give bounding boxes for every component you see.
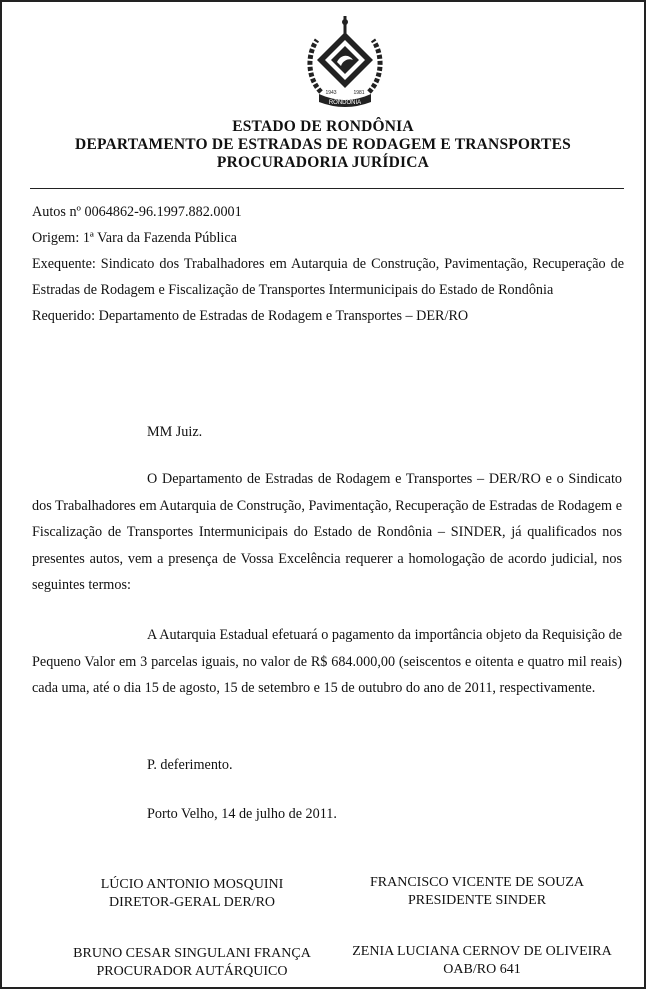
case-number: Autos nº 0064862-96.1997.882.0001 [32, 204, 242, 220]
header-office: PROCURADORIA JURÍDICA [216, 154, 430, 171]
crest-year-left: 1943 [325, 90, 337, 96]
place-date: Porto Velho, 14 de julho de 2011. [147, 806, 337, 822]
crest-banner-text: RONDÔNIA [328, 100, 362, 106]
signature-block [42, 945, 342, 981]
header-state: ESTADO DE RONDÔNIA [232, 118, 414, 135]
signature-block [332, 943, 632, 979]
signatory-role: PRESIDENTE SINDER [407, 893, 547, 908]
case-plaintiff: Exequente: Sindicato dos Trabalhadores em Autarquia de Construção, Pavimentação, Recuperação de Estradas de Rodagem e Fiscalização de Transportes Intermunicipais do Estado de Rondônia [32, 256, 624, 298]
salutation: MM Juiz. [147, 424, 203, 440]
signatory-name: ZENIA LUCIANA CERNOV DE OLIVEIRA [352, 944, 612, 959]
signatory-role: DIRETOR-GERAL DER/RO [108, 895, 276, 910]
case-origin: Origem: 1ª Vara da Fazenda Pública [32, 230, 237, 246]
signatory-name: BRUNO CESAR SINGULANI FRANÇA [73, 946, 311, 961]
paragraph-request: O Departamento de Estradas de Rodagem e Transportes – DER/RO e o Sindicato dos Trabalhadores em Autarquia de Construção, Pavimentação, Recuperação de Estradas de Rodagem e Fiscalização de Transportes Intermunicipais do Estado de Rondônia – SINDER, já qualificados nos presentes autos, vem a presença de Vossa Excelência requerer a homologação de acordo judicial, nos seguintes termos: [32, 471, 622, 593]
signature-block [62, 876, 322, 912]
case-respondent: Requerido: Departamento de Estradas de Rodagem e Transportes – DER/RO [32, 308, 469, 324]
signatory-name: FRANCISCO VICENTE DE SOUZA [369, 875, 585, 890]
signatory-role: OAB/RO 641 [443, 962, 521, 977]
closing: P. deferimento. [147, 757, 233, 773]
state-coat-of-arms-icon [301, 14, 389, 110]
header-divider [30, 188, 624, 189]
case-info [32, 199, 624, 329]
crest-year-right: 1981 [353, 90, 365, 96]
header-department: DEPARTAMENTO DE ESTRADAS DE RODAGEM E TRANSPORTES [75, 136, 571, 153]
paragraph-terms: A Autarquia Estadual efetuará o pagamento da importância objeto da Requisição de Pequeno Valor em 3 parcelas iguais, no valor de R$ 684.000,00 (seiscentos e oitenta e quatro mil reais) cada uma, até o dia 15 de agosto, 15 de setembro e 15 de outubro do ano de 2011, respectivamente. [32, 627, 622, 696]
signatory-name: LÚCIO ANTONIO MOSQUINI [100, 877, 284, 892]
signatory-role: PROCURADOR AUTÁRQUICO [96, 964, 288, 979]
signature-block [342, 874, 612, 910]
